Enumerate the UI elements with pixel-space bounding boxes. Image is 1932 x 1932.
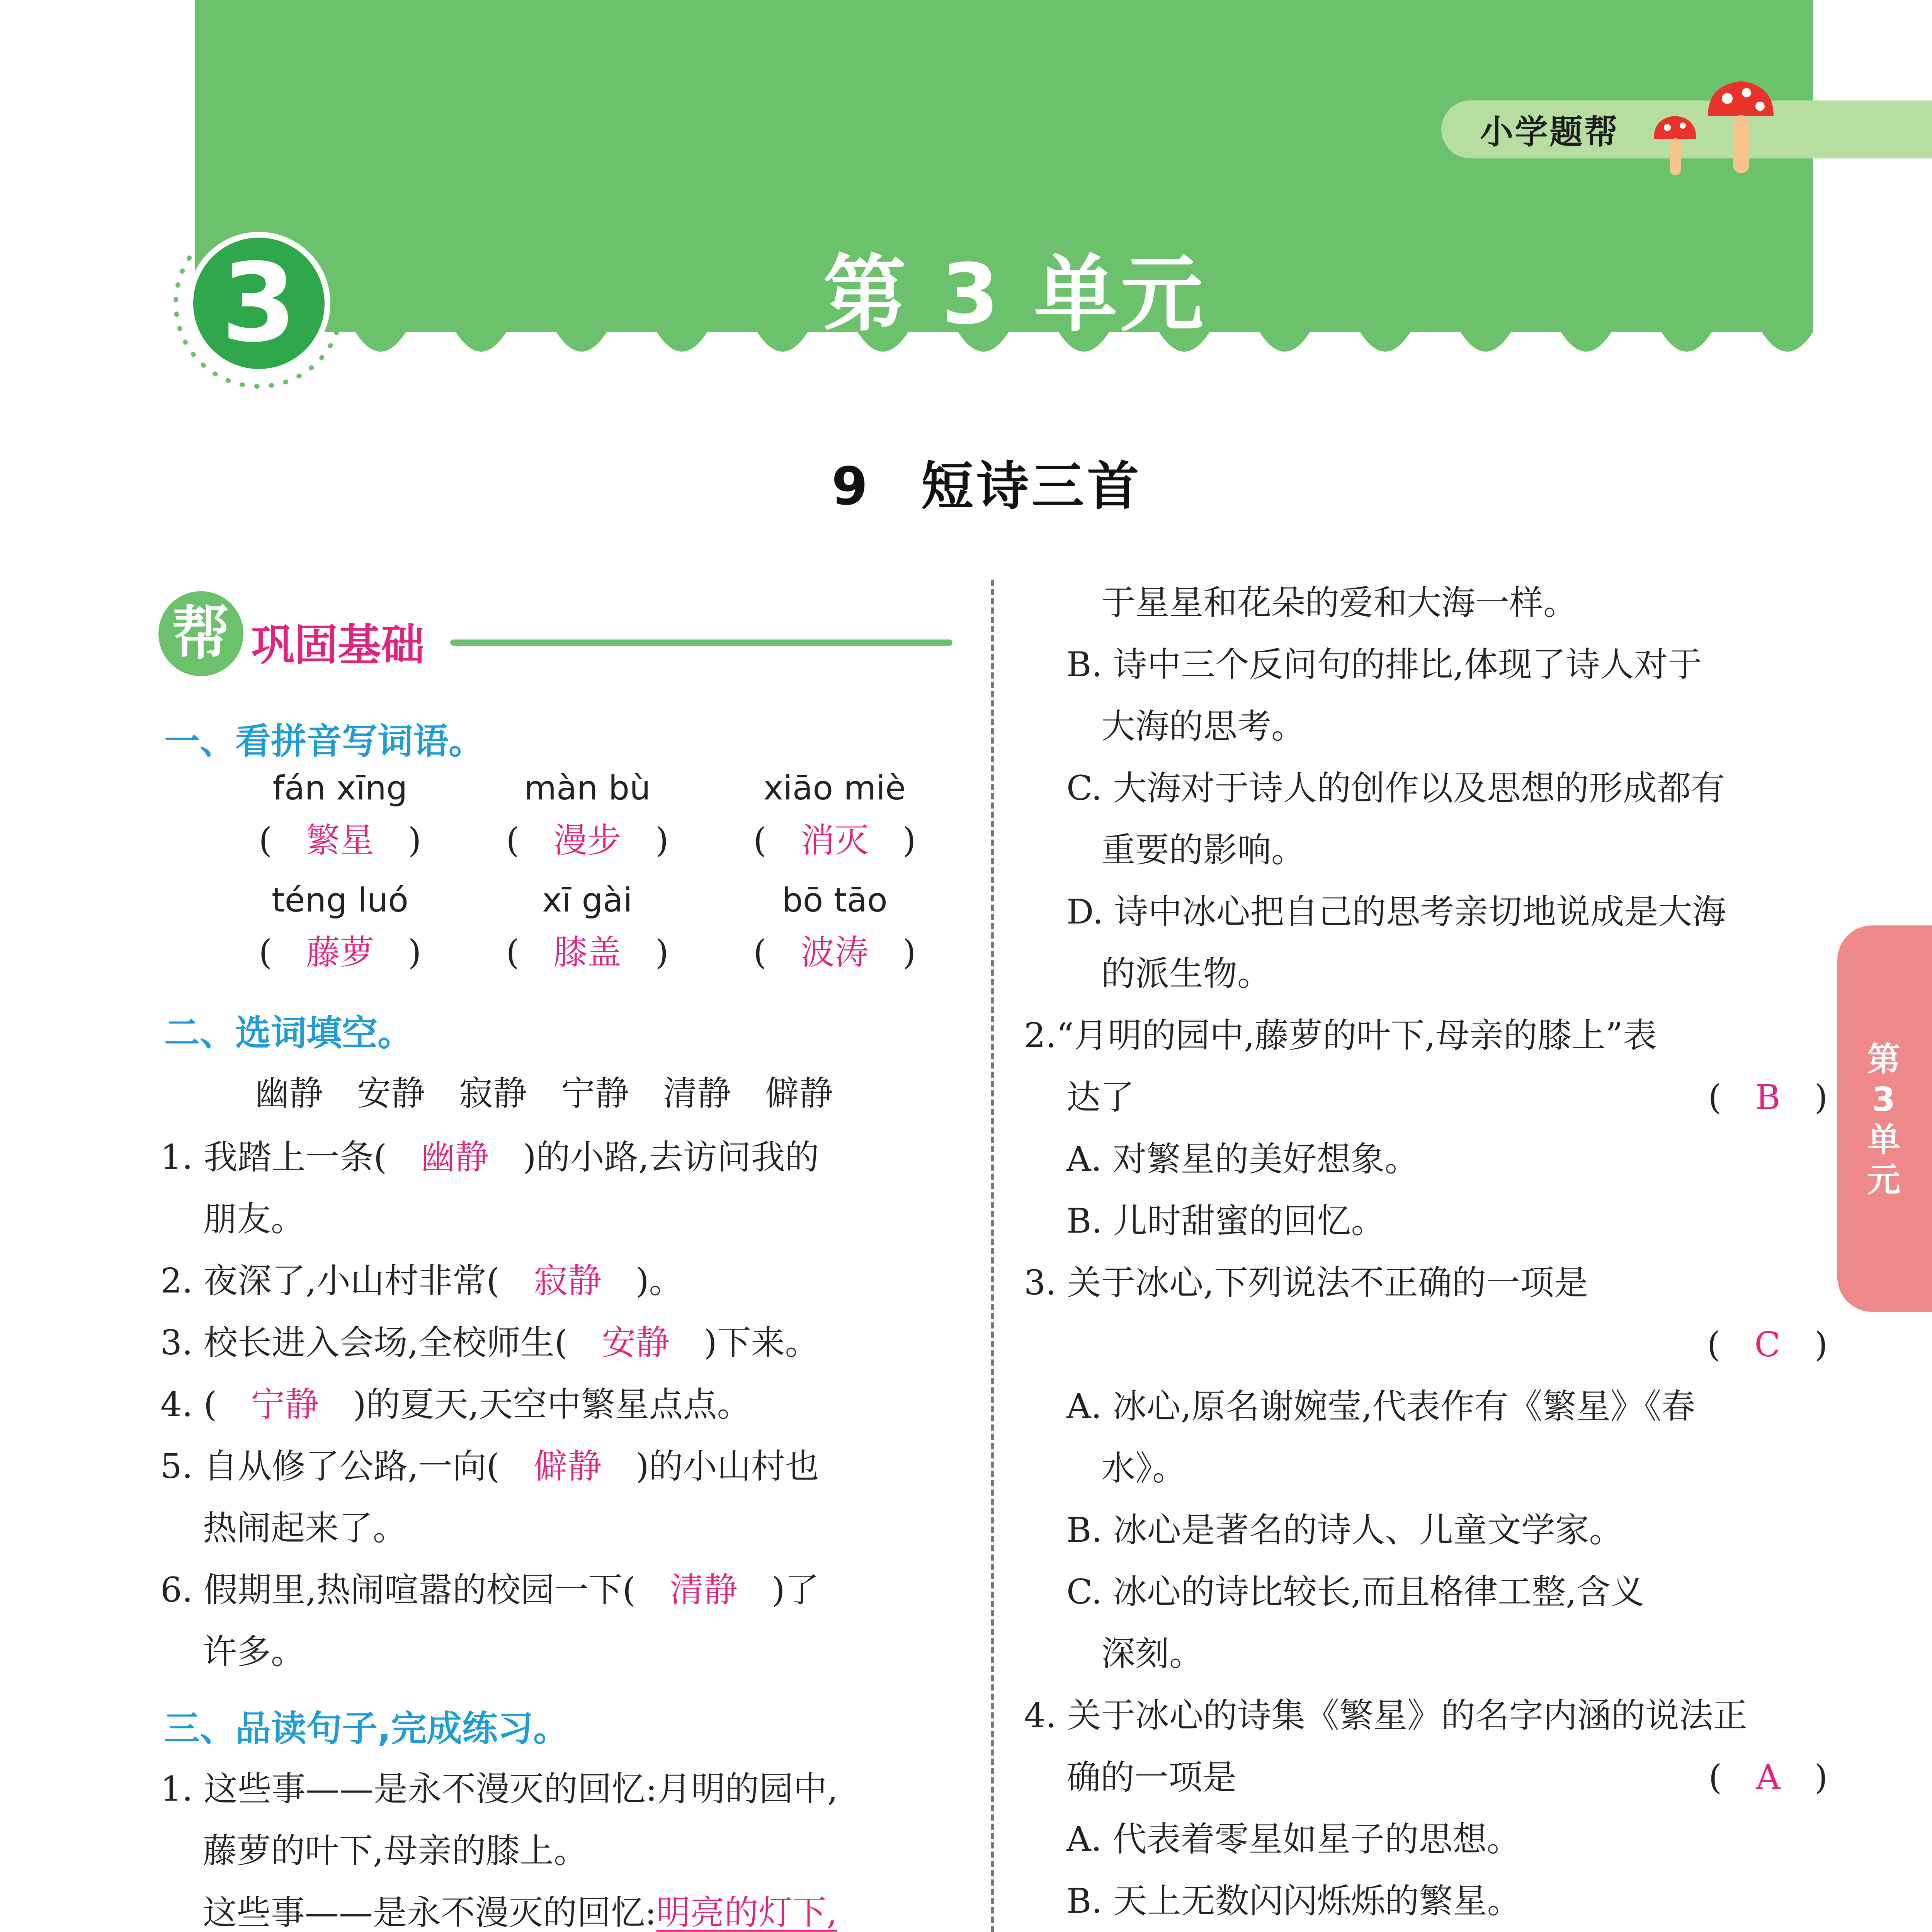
q4-option: 深刻。 <box>1101 1634 1204 1673</box>
answer-box: ( 消灭 ) <box>753 820 916 860</box>
q2-items <box>160 1126 980 1683</box>
answer: 藤萝 <box>306 932 374 972</box>
word-bank: 幽静 安静 寂静 宁静 清静 僻静 <box>255 1073 833 1113</box>
column-divider <box>991 580 994 1932</box>
pinyin-row <box>216 881 958 920</box>
q4-option: A. 对繁星的美好想象。 <box>1066 1139 1419 1179</box>
pinyin: fán xīng <box>272 769 408 808</box>
list-item-cont: 朋友。 <box>203 1199 305 1239</box>
q4-line: 3. 关于冰心,下列说法不正确的一项是 <box>1024 1263 1588 1303</box>
q4-option: 重要的影响。 <box>1101 830 1306 870</box>
answer-box: ( 藤萝 ) <box>259 932 422 972</box>
list-item: 4. ( 宁静 )的夏天,天空中繁星点点。 <box>160 1384 751 1424</box>
lesson-number: 9 <box>832 456 871 517</box>
q4-option: D. 诗中冰心把自己的思考亲切地说成是大海 <box>1066 892 1726 932</box>
section-rule <box>450 639 952 646</box>
answer: 漫步 <box>553 820 621 860</box>
q3-items <box>160 1758 980 1932</box>
q3-line: 藤萝的叶下,母亲的膝上。 <box>203 1831 588 1871</box>
q4-option: B. 儿时甜蜜的回忆。 <box>1066 1201 1385 1241</box>
brand-name: 小学题帮 <box>1480 113 1619 151</box>
answer: 消灭 <box>800 820 869 860</box>
q3-line: 这些事——是永不漫灭的回忆:明亮的灯下, <box>203 1893 837 1932</box>
answer: 膝盖 <box>553 932 621 972</box>
pinyin-row <box>216 769 958 808</box>
section-label-consolidate: 巩固基础 <box>251 620 424 670</box>
list-item-cont: 热闹起来了。 <box>203 1508 407 1548</box>
q4-line: 2.“月明的园中,藤萝的叶下,母亲的膝上”表 <box>1024 1015 1657 1055</box>
q4-line: 达了 ( B ) <box>1066 1077 1828 1117</box>
q4-option: C. 冰心的诗比较长,而且格律工整,含义 <box>1066 1572 1645 1612</box>
list-item: 1. 我踏上一条( 幽静 )的小路,去访问我的 <box>160 1137 819 1177</box>
q2-title: 二、选词填空。 <box>164 1012 413 1054</box>
q4-option: B. 诗中三个反问句的排比,体现了诗人对于 <box>1066 645 1702 684</box>
side-tab-text: 第 3 单 元 <box>1867 1040 1900 1199</box>
pinyin: màn bù <box>524 769 651 808</box>
q4-option: A. 冰心,原名谢婉莹,代表作有《繁星》《春 <box>1066 1386 1696 1426</box>
q4-option: 大海的思考。 <box>1101 706 1306 746</box>
pinyin: bō tāo <box>782 881 888 920</box>
q1-title: 一、看拼音写词语。 <box>164 721 485 762</box>
unit-side-tab-label <box>1845 1039 1922 1200</box>
answer-box: ( 漫步 ) <box>506 820 669 860</box>
q4-option: C. 大海对于诗人的创作以及思想的形成都有 <box>1066 768 1725 808</box>
unit-title: 第 3 单元 <box>823 246 1207 343</box>
pinyin: xī gài <box>542 881 633 920</box>
q4-option: 的派生物。 <box>1101 954 1272 993</box>
pinyin-grid <box>216 769 958 978</box>
answer-row <box>216 815 958 866</box>
list-item: 3. 校长进入会场,全校师生( 安静 )下来。 <box>160 1323 819 1362</box>
unit-number: 3 <box>221 240 297 366</box>
answer: 繁星 <box>306 820 374 860</box>
section-badge: 帮 <box>158 591 243 676</box>
q4-option: A. 代表着零星如星子的思想。 <box>1066 1819 1521 1859</box>
q4-option: B. 天上无数闪闪烁烁的繁星。 <box>1066 1881 1521 1921</box>
list-item-cont: 许多。 <box>203 1632 305 1672</box>
list-item: 6. 假期里,热闹喧嚣的校园一下( 清静 )了 <box>160 1570 819 1610</box>
mushroom-icon <box>1650 70 1777 182</box>
pinyin: xiāo miè <box>763 769 906 808</box>
q3-line: 1. 这些事——是永不漫灭的回忆:月明的园中, <box>160 1769 838 1809</box>
answer-box: ( 波涛 ) <box>753 932 916 972</box>
section-header-consolidate <box>158 591 243 676</box>
list-item: 5. 自从修了公路,一向( 僻静 )的小山村也 <box>160 1446 819 1486</box>
answer-box: ( 膝盖 ) <box>506 932 669 972</box>
q4-answer-line: ( C ) <box>1707 1325 1828 1364</box>
q4-option: 于星星和花朵的爱和大海一样。 <box>1101 583 1578 622</box>
pinyin: téng luó <box>271 881 409 920</box>
q4-option: 水》。 <box>1101 1448 1187 1488</box>
lesson-title <box>0 444 1932 519</box>
q3-title: 三、品读句子,完成练习。 <box>164 1708 569 1749</box>
answer-row <box>216 927 958 978</box>
q4-line: 确的一项是 ( A ) <box>1066 1757 1828 1797</box>
answer: 波涛 <box>800 932 869 972</box>
q4-continued <box>1024 572 1828 1932</box>
answer-box: ( 繁星 ) <box>259 820 422 860</box>
list-item: 2. 夜深了,小山村非常( 寂静 )。 <box>160 1261 683 1301</box>
q4-line: 4. 关于冰心的诗集《繁星》的名字内涵的说法正 <box>1024 1696 1747 1735</box>
q4-option: B. 冰心是著名的诗人、儿童文学家。 <box>1066 1510 1623 1550</box>
lesson-name: 短诗三首 <box>921 456 1142 517</box>
